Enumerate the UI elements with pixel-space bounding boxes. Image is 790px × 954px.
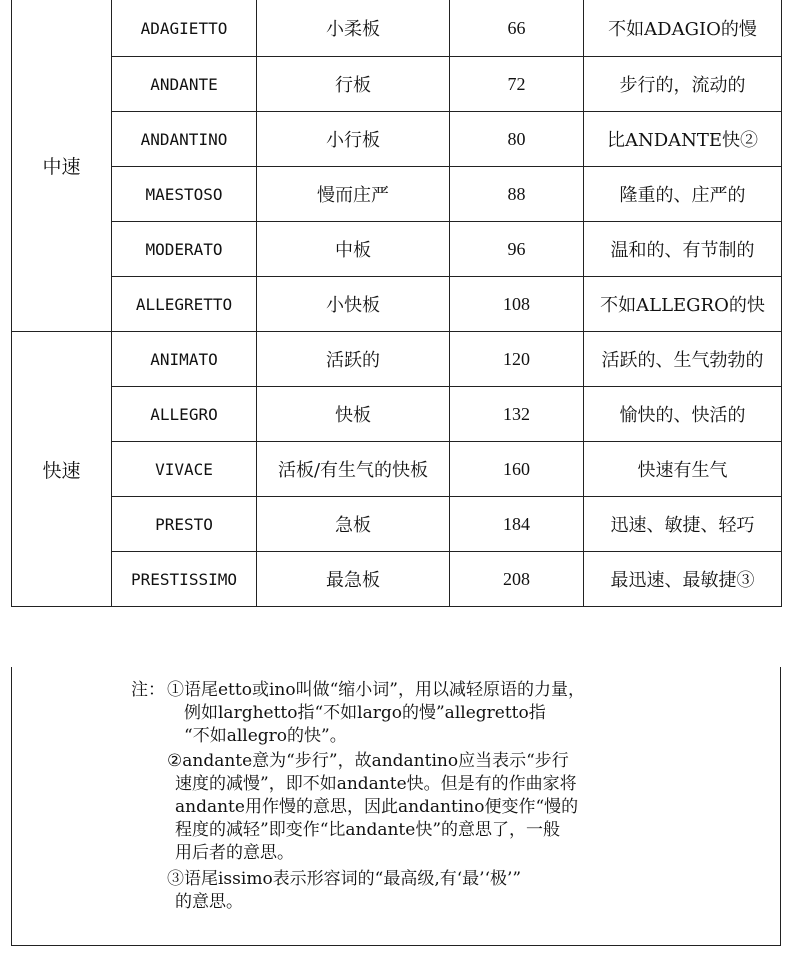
bpm-value: 120 xyxy=(450,332,584,387)
tempo-term: ANIMATO xyxy=(112,332,257,387)
table-row xyxy=(12,167,782,222)
table-row xyxy=(12,57,782,112)
note-line: 用后者的意思。 xyxy=(175,843,294,863)
group-label: 中速 xyxy=(12,0,112,332)
meaning: 温和的、有节制的 xyxy=(584,222,782,277)
chinese-name: 最急板 xyxy=(257,552,450,607)
chinese-name: 急板 xyxy=(257,497,450,552)
table-row xyxy=(12,442,782,497)
note-line: “不如allegro的快”。 xyxy=(184,726,347,746)
tempo-term: VIVACE xyxy=(112,442,257,497)
table-row xyxy=(12,277,782,332)
tempo-term: PRESTISSIMO xyxy=(112,552,257,607)
meaning: 不如ADAGIO的慢 xyxy=(584,0,782,57)
chinese-name: 活板/有生气的快板 xyxy=(257,442,450,497)
table-row xyxy=(12,332,782,387)
meaning: 快速有生气 xyxy=(584,442,782,497)
meaning: 迅速、敏捷、轻巧 xyxy=(584,497,782,552)
note-line: ①语尾etto或ino叫做“缩小词”，用以减轻原语的力量， xyxy=(167,680,585,700)
bpm-value: 208 xyxy=(450,552,584,607)
bpm-value: 160 xyxy=(450,442,584,497)
tempo-term: ANDANTINO xyxy=(112,112,257,167)
footnotes xyxy=(11,667,781,946)
chinese-name: 小快板 xyxy=(257,277,450,332)
note-line: 例如larghetto指“不如largo的慢”allegretto指 xyxy=(184,703,546,723)
note-line: 的意思。 xyxy=(175,892,243,912)
meaning: 最迅速、最敏捷③ xyxy=(584,552,782,607)
chinese-name: 行板 xyxy=(257,57,450,112)
bpm-value: 132 xyxy=(450,387,584,442)
table-row xyxy=(12,387,782,442)
tempo-term: ALLEGRO xyxy=(112,387,257,442)
table-row xyxy=(12,222,782,277)
meaning: 比ANDANTE快② xyxy=(584,112,782,167)
note-line: ③语尾issimo表示形容词的“最高级,有‘最’‘极’” xyxy=(167,869,522,889)
chinese-name: 活跃的 xyxy=(257,332,450,387)
bpm-value: 80 xyxy=(450,112,584,167)
bpm-value: 96 xyxy=(450,222,584,277)
table-row xyxy=(12,552,782,607)
note-line: ②andante意为“步行”，故andantino应当表示“步行 xyxy=(167,751,569,771)
note-line: 程度的减轻”即变作“比andante快”的意思了，一般 xyxy=(175,820,561,840)
chinese-name: 中板 xyxy=(257,222,450,277)
note-line: andante用作慢的意思，因此andantino便变作“慢的 xyxy=(175,797,579,817)
meaning: 活跃的、生气勃勃的 xyxy=(584,332,782,387)
chinese-name: 快板 xyxy=(257,387,450,442)
tempo-term: ANDANTE xyxy=(112,57,257,112)
table-row xyxy=(12,112,782,167)
bpm-value: 72 xyxy=(450,57,584,112)
chinese-name: 小行板 xyxy=(257,112,450,167)
tempo-term: MODERATO xyxy=(112,222,257,277)
bpm-value: 66 xyxy=(450,0,584,57)
tempo-term: ALLEGRETTO xyxy=(112,277,257,332)
tempo-term: PRESTO xyxy=(112,497,257,552)
group-label: 快速 xyxy=(12,332,112,607)
tempo-term: MAESTOSO xyxy=(112,167,257,222)
chinese-name: 慢而庄严 xyxy=(257,167,450,222)
bpm-value: 88 xyxy=(450,167,584,222)
table-row xyxy=(12,0,782,57)
tempo-table xyxy=(11,0,782,607)
bpm-value: 184 xyxy=(450,497,584,552)
tempo-term: ADAGIETTO xyxy=(112,0,257,57)
bpm-value: 108 xyxy=(450,277,584,332)
notes-prefix: 注： xyxy=(131,680,165,700)
table-row xyxy=(12,497,782,552)
note-line: 速度的减慢”，即不如andante快。但是有的作曲家将 xyxy=(175,774,577,794)
meaning: 愉快的、快活的 xyxy=(584,387,782,442)
meaning: 隆重的、庄严的 xyxy=(584,167,782,222)
chinese-name: 小柔板 xyxy=(257,0,450,57)
meaning: 不如ALLEGRO的快 xyxy=(584,277,782,332)
meaning: 步行的，流动的 xyxy=(584,57,782,112)
